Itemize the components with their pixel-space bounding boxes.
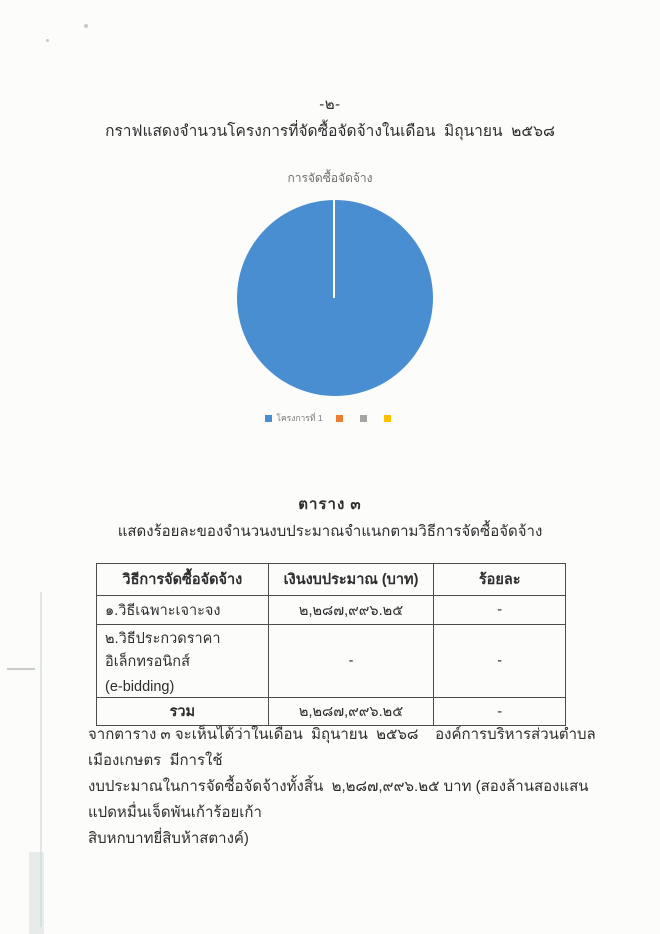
legend-item — [384, 415, 395, 422]
legend-swatch-gray — [360, 415, 367, 422]
legend-item — [265, 411, 322, 425]
legend-swatch-orange — [336, 415, 343, 422]
cell-total-budget: ๒,๒๘๗,๙๙๖.๒๕ — [268, 698, 434, 726]
cell-total-label: รวม — [97, 698, 269, 726]
header-budget: เงินงบประมาณ (บาท) — [268, 564, 434, 596]
cell-percent: - — [434, 625, 566, 698]
cell-percent: - — [434, 596, 566, 625]
cell-method: ๑.วิธีเฉพาะเจาะจง — [97, 596, 269, 625]
scan-speck — [46, 39, 49, 42]
legend-swatch-blue — [265, 415, 272, 422]
scan-speck — [84, 24, 88, 28]
header-percent: ร้อยละ — [434, 564, 566, 596]
table-heading: ตาราง ๓ — [298, 496, 362, 513]
doc-title: กราฟแสดงจำนวนโครงการที่จัดซื้อจัดจ้างในเดือน มิถุนายน ๒๕๖๘ — [105, 123, 555, 140]
cell-budget: - — [268, 625, 434, 698]
legend-item — [336, 415, 347, 422]
summary-paragraph — [88, 722, 600, 852]
header-method: วิธีการจัดซื้อจัดจ้าง — [97, 564, 269, 596]
page-number: -๒- — [319, 96, 341, 113]
scan-edge-artifact — [29, 852, 44, 934]
pie-slice-boundary — [333, 200, 335, 298]
chart-title: การจัดซื้อจัดจ้าง — [287, 171, 373, 185]
paragraph-line: สิบหกบาทยี่สิบห้าสตางค์) — [88, 830, 249, 847]
cell-method-line1: ๒.วิธีประกวดราคาอิเล็กทรอนิกส์ — [105, 631, 221, 670]
cell-method-line2: (e-bidding) — [105, 679, 175, 695]
cell-total-percent: - — [434, 698, 566, 726]
chart-legend — [0, 411, 660, 425]
legend-item — [360, 415, 371, 422]
cell-budget: ๒,๒๘๗,๙๙๖.๒๕ — [268, 596, 434, 625]
cell-method — [97, 625, 269, 698]
legend-swatch-yellow — [384, 415, 391, 422]
scan-edge-artifact — [7, 668, 35, 670]
pie-chart — [237, 200, 433, 396]
paragraph-line: งบประมาณในการจัดซื้อจัดจ้างทั้งสิ้น ๒,๒๘๗,๙๙๖.๒๕ บาท (สองล้านสองแสนแปดหมื่นเจ็ดพันเก้าร้อยเก้า — [88, 778, 589, 821]
legend-label: โครงการที่ 1 — [276, 413, 323, 423]
paragraph-line: จากตาราง ๓ จะเห็นได้ว่าในเดือน มิถุนายน ๒๕๖๘ องค์การบริหารส่วนตำบลเมืองเกษตร มีการใช้ — [88, 726, 596, 769]
table-header-row — [97, 564, 566, 596]
table-row — [97, 596, 566, 625]
table-row — [97, 625, 566, 698]
table-subtitle: แสดงร้อยละของจำนวนงบประมาณจำแนกตามวิธีการจัดซื้อจัดจ้าง — [117, 523, 543, 540]
budget-table — [96, 563, 566, 726]
